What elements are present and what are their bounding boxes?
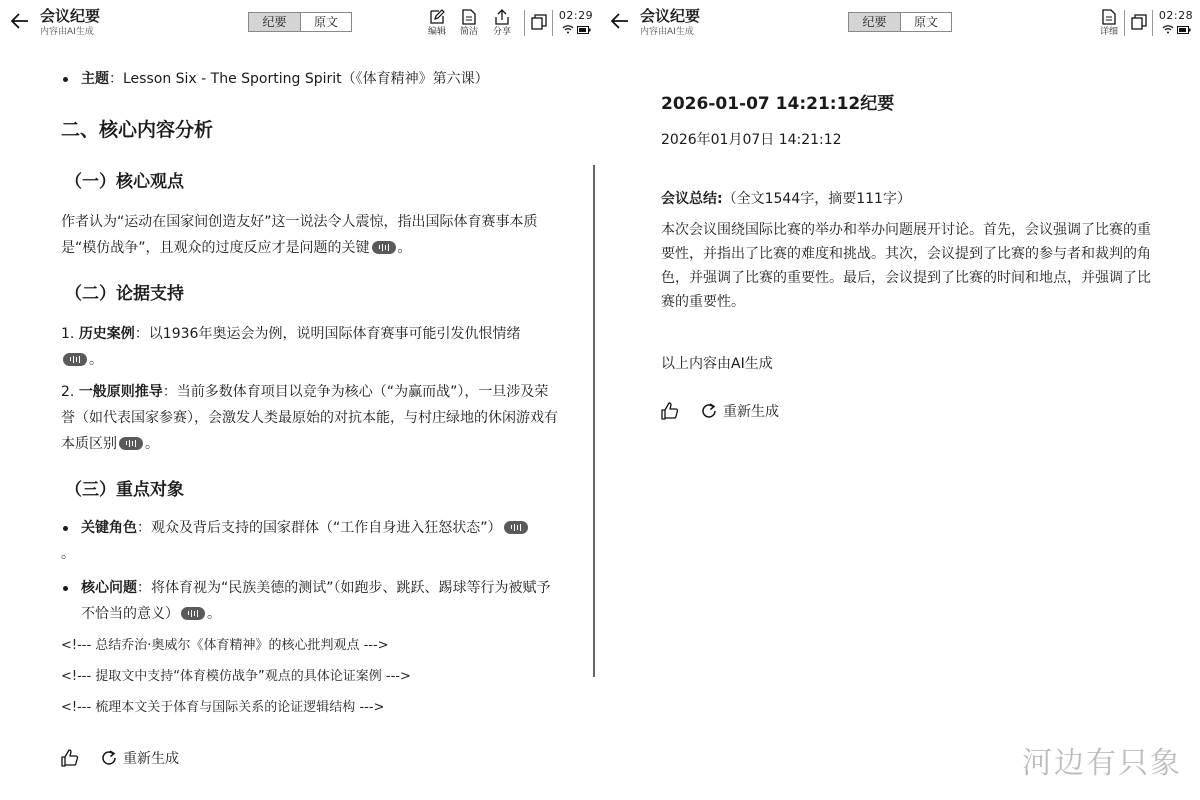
clock: 02:29 [558, 9, 594, 22]
summary-title: 2026-01-07 14:21:12纪要 [661, 94, 895, 114]
thumbs-up-icon[interactable] [61, 749, 79, 767]
period: 。 [397, 240, 412, 256]
detail-button[interactable] [1094, 9, 1124, 38]
regenerate-label: 重新生成 [123, 751, 179, 767]
left-topbar [0, 0, 600, 42]
item-text: ：以1936年奥运会为例，说明国际体育赛事可能引发仇恨情绪 [134, 326, 521, 342]
item-label: 历史案例 [78, 326, 135, 342]
tab-summary[interactable]: 纪要 [849, 13, 900, 31]
share-button[interactable] [487, 9, 517, 38]
regenerate-label: 重新生成 [723, 404, 779, 420]
thumbs-up-icon[interactable] [661, 402, 679, 420]
prompt-comment: <!--- 提取文中支持“体育模仿战争”观点的具体论证案例 ---> [61, 669, 411, 684]
audio-clip-button[interactable] [119, 437, 143, 450]
item-label: 一般原则推导 [78, 384, 163, 400]
period: 。 [145, 436, 159, 452]
topic-label: 主题 [81, 71, 109, 87]
tab-original[interactable]: 原文 [900, 13, 951, 31]
summary-stats: （全文1544字，摘要111字） [722, 191, 911, 207]
page-title: 会议纪要 [640, 7, 701, 25]
view-switcher [248, 12, 352, 32]
detail-label: 详细 [1099, 27, 1118, 37]
page-title: 会议纪要 [40, 7, 101, 25]
back-button[interactable] [608, 9, 632, 33]
subsection-heading: （三）重点对象 [65, 480, 184, 500]
toolbar-divider [524, 10, 525, 36]
page-subtitle: 内容由AI生成 [40, 27, 94, 37]
summary-content [61, 42, 561, 719]
summary-label: 会议总结: [661, 191, 723, 207]
regenerate-button[interactable] [101, 748, 179, 768]
period-line: 。 [61, 546, 75, 562]
summary-heading [661, 188, 1161, 210]
audio-clip-button[interactable] [181, 607, 205, 620]
scroll-divider[interactable] [593, 165, 595, 677]
clock: 02:28 [1158, 9, 1194, 22]
toolbar-divider [552, 10, 553, 36]
window-button[interactable] [1131, 14, 1147, 30]
concise-label: 简洁 [459, 27, 478, 37]
core-view-body: 作者认为“运动在国家间创造友好”这一说法令人震惊，指出国际体育赛事本质是“模仿战争”，且观众的过度反应才是问题的关键 [61, 214, 538, 256]
page-subtitle: 内容由AI生成 [640, 27, 694, 37]
tab-summary[interactable]: 纪要 [249, 13, 300, 31]
view-switcher [848, 12, 952, 32]
document-icon [462, 9, 476, 25]
prompt-comment: <!--- 梳理本文关于体育与国际关系的论证逻辑结构 ---> [61, 700, 385, 715]
feedback-bar [661, 401, 779, 421]
subsection-heading: （二）论据支持 [65, 284, 184, 304]
toolbar-divider [1124, 10, 1125, 36]
meeting-summary [661, 90, 1161, 374]
refresh-icon [701, 403, 717, 419]
item-text: ：将体育视为“民族美德的测试”（如跑步、跳跃、踢球等行为被赋予不恰当的意义） [81, 580, 551, 622]
item-text: ：当前多数体育项目以竞争为核心（“为赢而战”），一旦涉及荣誉（如代表国家参赛），会激发人类最原始的对抗本能，与村庄绿地的休闲游戏有本质区别 [61, 384, 558, 452]
status-area [558, 9, 594, 34]
wifi-icon [562, 25, 574, 34]
period: 。 [207, 606, 221, 622]
title-block [640, 7, 700, 38]
status-area [1158, 9, 1194, 34]
multi-window-icon [1131, 14, 1147, 30]
share-icon [494, 9, 510, 25]
topic-item [61, 66, 561, 92]
evidence-item [61, 379, 561, 457]
tab-original[interactable]: 原文 [300, 13, 351, 31]
section-heading: 二、核心内容分析 [61, 119, 214, 141]
title-block [40, 7, 100, 38]
audio-clip-button[interactable] [372, 241, 396, 254]
topic-value: ：Lesson Six - The Sporting Spirit（《体育精神》第六课） [109, 71, 489, 87]
back-button[interactable] [8, 9, 32, 33]
concise-button[interactable] [454, 9, 484, 38]
subsection-heading: （一）核心观点 [65, 172, 184, 192]
item-label: 关键角色 [81, 520, 137, 536]
evidence-item [61, 321, 561, 373]
document-icon [1102, 9, 1116, 25]
edit-icon [429, 9, 445, 25]
summary-date: 2026年01月07日 14:21:12 [661, 132, 842, 148]
ai-note: 以上内容由AI生成 [661, 356, 773, 372]
multi-window-icon [531, 14, 547, 30]
window-button[interactable] [531, 14, 547, 30]
focus-item [61, 575, 561, 627]
battery-icon [577, 26, 591, 34]
back-arrow-icon [611, 13, 629, 29]
right-topbar [600, 0, 1200, 42]
back-arrow-icon [11, 13, 29, 29]
watermark: 河边有只象 [1022, 746, 1182, 781]
battery-icon [1177, 26, 1191, 34]
toolbar-divider [1152, 10, 1153, 36]
period: 。 [89, 352, 103, 368]
prompt-comment: <!--- 总结乔治·奥威尔《体育精神》的核心批判观点 ---> [61, 638, 389, 653]
wifi-icon [1162, 25, 1174, 34]
regenerate-button[interactable] [701, 401, 779, 421]
audio-clip-button[interactable] [63, 353, 87, 366]
item-label: 核心问题 [81, 580, 137, 596]
edit-button[interactable] [422, 9, 452, 38]
focus-item [61, 515, 561, 541]
share-label: 分享 [492, 27, 511, 37]
summary-body: 本次会议围绕国际比赛的举办和举办问题展开讨论。首先，会议强调了比赛的重要性，并指出了比赛的难度和挑战。其次，会议提到了比赛的参与者和裁判的角色，并强调了比赛的重要性。最后，会议提到了比赛的时间和地点，并强调了比赛的重要性。 [661, 222, 1151, 310]
audio-clip-button[interactable] [504, 521, 528, 534]
item-number: 1. [61, 326, 75, 342]
edit-label: 编辑 [427, 27, 446, 37]
item-number: 2. [61, 384, 75, 400]
item-text: ：观众及背后支持的国家群体（“工作自身进入狂怒状态”） [137, 520, 502, 536]
refresh-icon [101, 750, 117, 766]
right-pane [600, 0, 1200, 800]
core-view-text [61, 209, 561, 261]
feedback-bar [61, 748, 179, 768]
